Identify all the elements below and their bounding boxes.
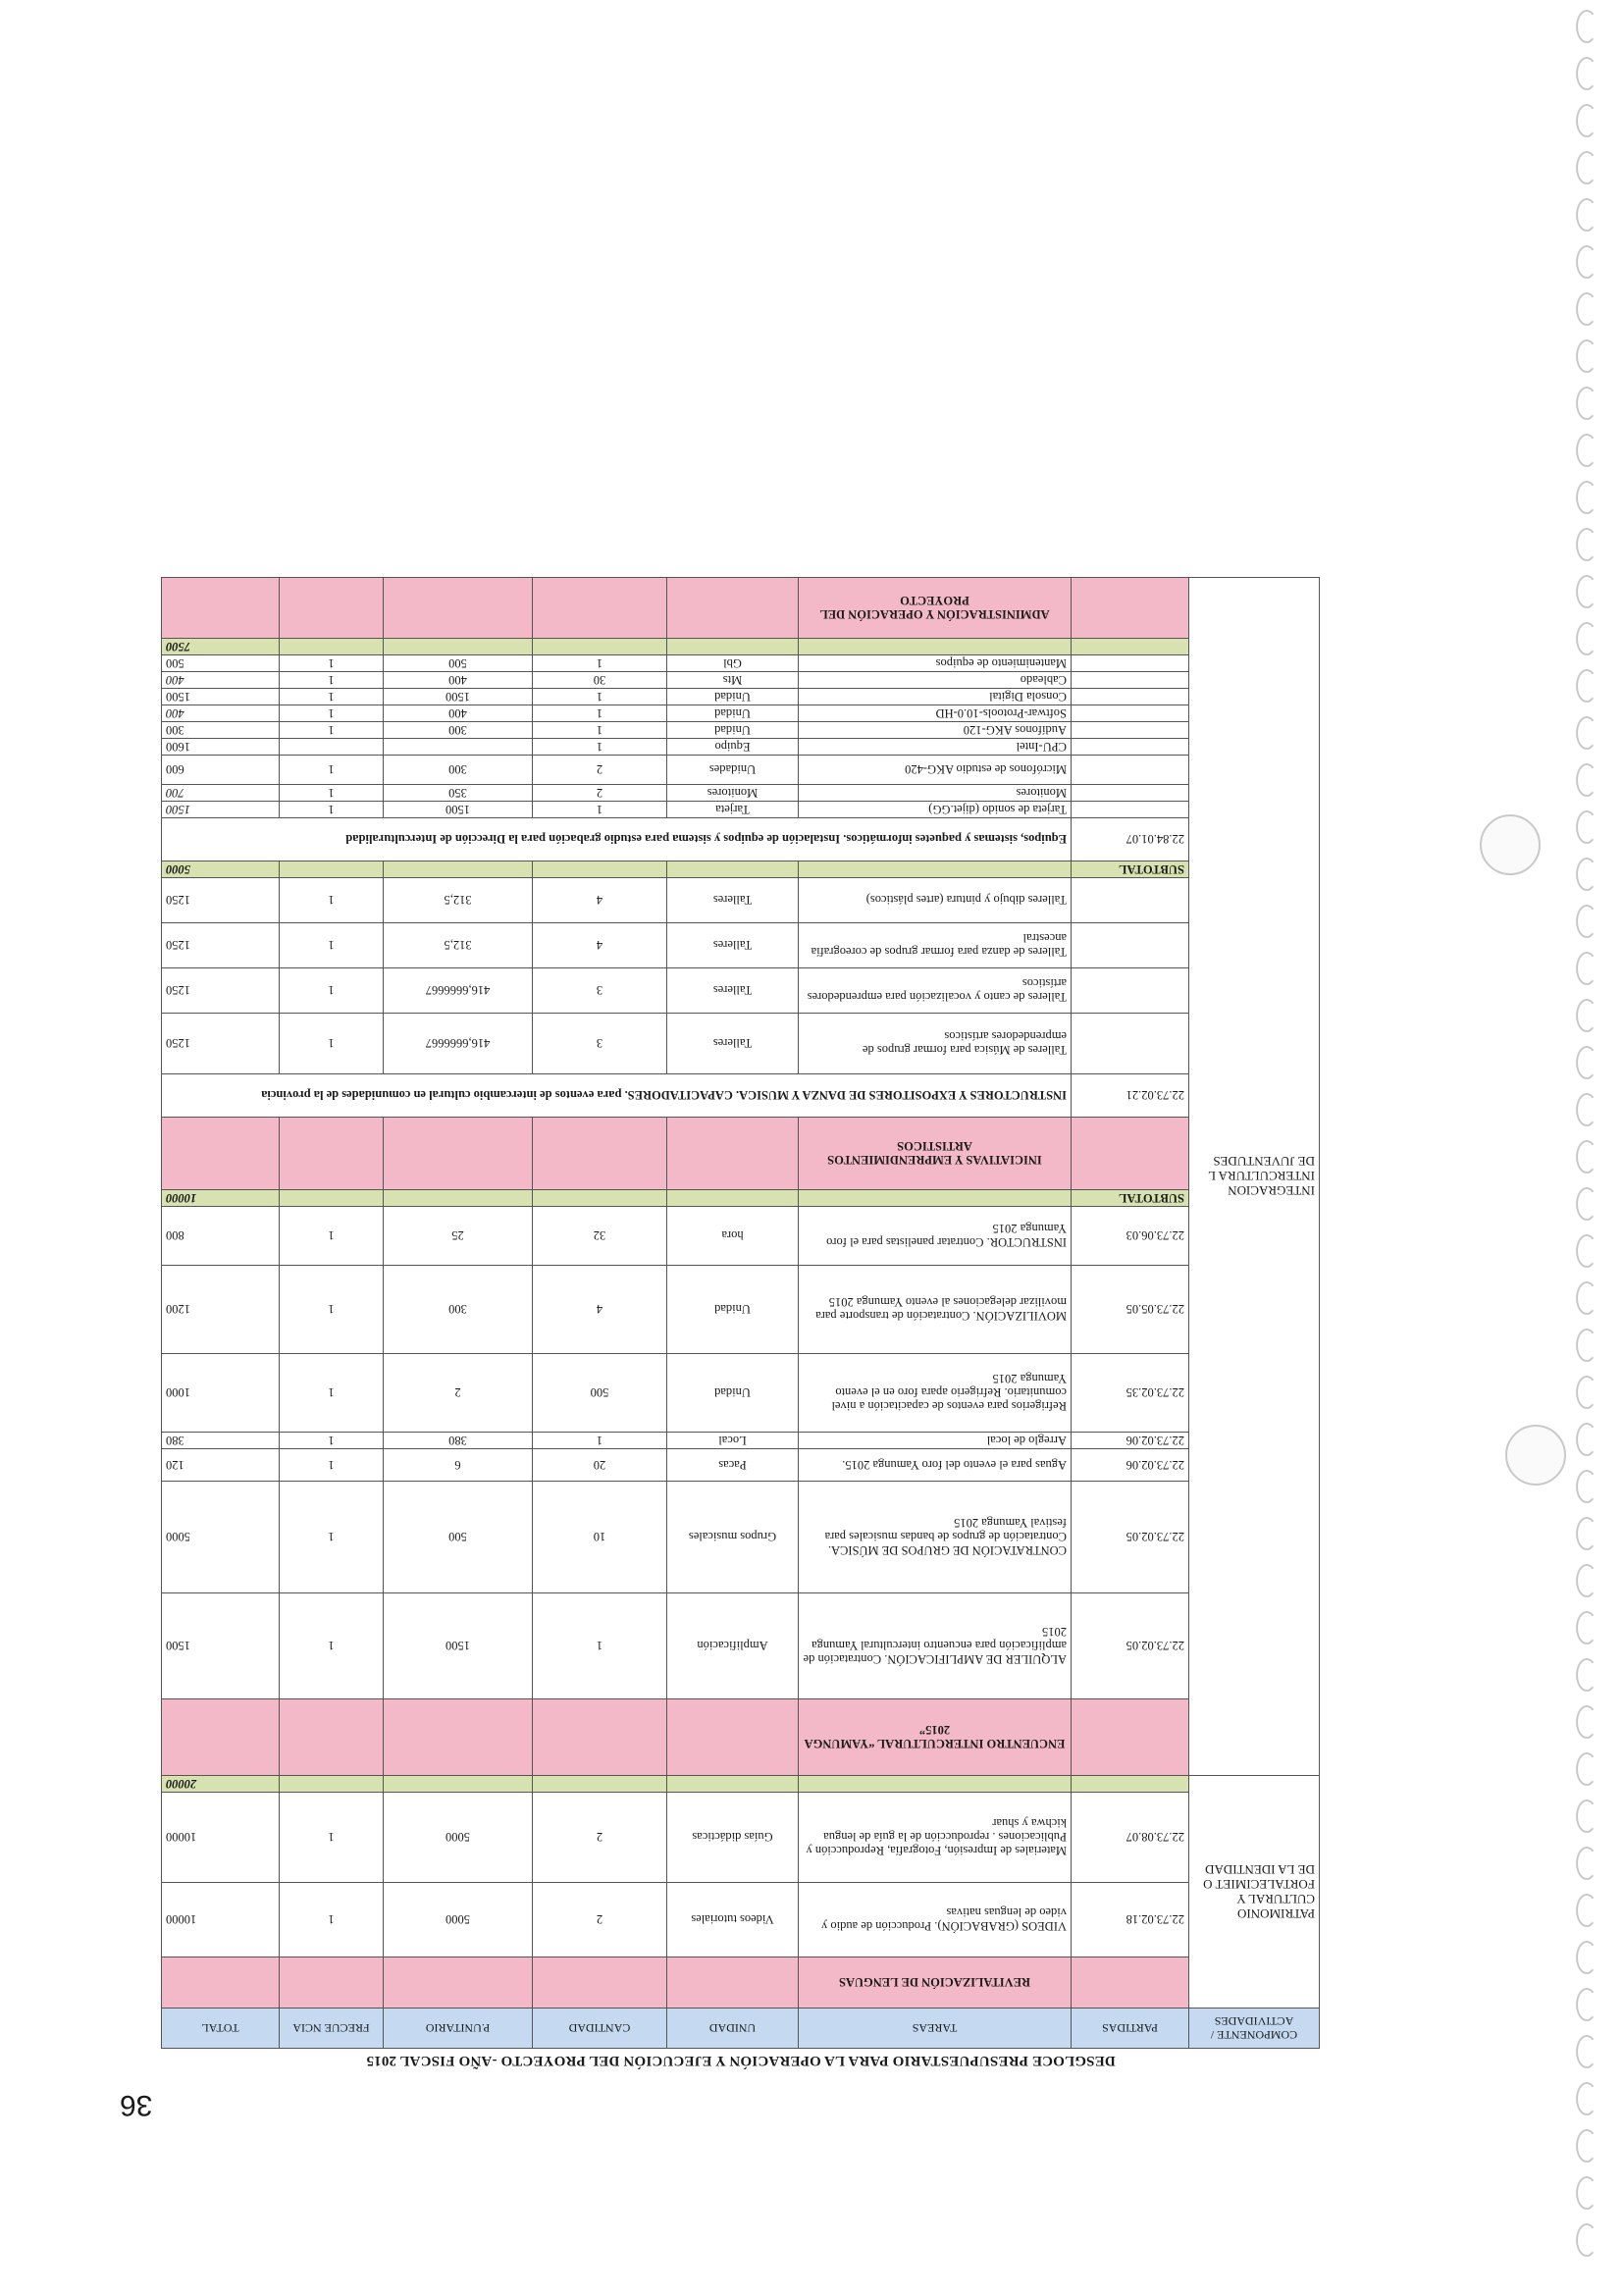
- subtotal-value: 10000: [162, 1190, 280, 1207]
- table-row: 22.73.02.05 CONTRATACIÓN DE GRUPOS DE MÚSICA. Contratación de grupos de bandas musicales para festival Yamunga 2015 Grupos musicales 10 500 1 5000: [162, 1482, 1320, 1593]
- table-row: Micrófonos de estudio AKG-420 Unidades 2 300 1 600: [162, 756, 1320, 785]
- table-row: 22.73.02.35 Refrigerios para eventos de capacitación a nivel comunitario. Refrigerio apara foro en el evento Yamunga 2015 Unidad 500 2 1 1000: [162, 1354, 1320, 1433]
- table-row: 22.73.02.05 ALQUILER DE AMPLIFICACIÓN. Contratación de amplificación para encuentro intercultural Yamunga 2015 Amplificación 1 1500 1 1500: [162, 1593, 1320, 1699]
- section-row: [162, 1957, 1320, 2009]
- component-patrimonio: PATRIMONIO CULTURAL Y FORTALECIMIET O DE LA IDENTIDAD: [1189, 1776, 1320, 2009]
- subtotal-label: SUBTOTAL: [1072, 861, 1189, 878]
- subtotal-row: [162, 1190, 1320, 1207]
- header-total: TOTAL: [162, 2009, 280, 2049]
- section-row: [162, 1118, 1320, 1190]
- subtotal-value: 5000: [162, 861, 280, 878]
- table-row: 22.73.02.18 VIDEOS (GRABACIÓN). Producción de audio y video de lenguas nativas Videos tutoriales 2 5000 1 10000: [162, 1883, 1320, 1957]
- subtotal-row: [162, 1776, 1320, 1793]
- table-row: Talleres de Música para formar grupos de emprendedores artísticos Talleres 3 416,6666667 1 1250: [162, 1014, 1320, 1074]
- table-row: 22.84.01.07 Equipos, sistemas y paquetes informáticos. Instalación de equipos y sistema para estudio grabación para la Dirección de Interculturalidad: [162, 818, 1320, 861]
- section-title: INICIATIVAS Y EMPRENDIMIENTOS ARTISTICOS: [799, 1118, 1072, 1190]
- header-partidas: PARTIDAS: [1072, 2009, 1189, 2049]
- header-cantidad: CANTIDAD: [533, 2009, 667, 2049]
- table-row: Monitores Monitores 2 350 1 700: [162, 785, 1320, 802]
- binder-rings: [1570, 0, 1609, 2296]
- header-componente: COMPONENTE / ACTIVIDADES: [1189, 2009, 1320, 2049]
- table-row: 22.73.06.03 INSTRUCTOR. Contratar panelistas para el foro Yamunga 2015 hora 32 25 1 800: [162, 1207, 1320, 1266]
- table-row: 22.73.02.06 Aguas para el evento del foro Yamunga 2015. Pacas 20 6 1 120: [162, 1449, 1320, 1482]
- table-row: Talleres dibujo y pintura (artes plásticos) Talleres 4 312,5 1 1250: [162, 878, 1320, 923]
- subtotal-value: 20000: [162, 1776, 280, 1793]
- table-row: Mantenimiento de equipos Gbl 1 500 1 500: [162, 655, 1320, 672]
- header-punitario: P.UNITARIO: [384, 2009, 533, 2049]
- table-row: Tarjeta de sonido (dijet.GG) Tarjeta 1 1500 1 1500: [162, 802, 1320, 818]
- table-row: 22.73.08.07 Materiales de Impresión, Fotografía, Reproducción y Publicaciones . reproducción de la guía de lengua kichwa y shuar Guías didácticas 2 5000 1 10000: [162, 1793, 1320, 1883]
- budget-document: [162, 283, 1320, 2068]
- section-row: [162, 1699, 1320, 1776]
- punch-hole: [1505, 1425, 1566, 1486]
- subtotal-row: [162, 861, 1320, 878]
- header-tareas: TAREAS: [799, 2009, 1072, 2049]
- punch-hole: [1480, 814, 1541, 875]
- table-row: 22.73.02.06 Arreglo de local Local 1 380 1 380: [162, 1433, 1320, 1449]
- table-row: Talleres de canto y vocalización para emprendedores artísticos Talleres 3 416,6666667 1 1250: [162, 968, 1320, 1014]
- section-title: ADMINISTRACIÓN Y OPERACIÓN DEL PROYECTO: [799, 578, 1072, 639]
- table-header-row: [162, 2009, 1320, 2049]
- page-number: 36: [120, 2089, 153, 2121]
- table-row: 22.73.05.05 MOVILIZACIÓN. Contratación de transporte para movilizar delegaciones al evento Yamunga 2015 Unidad 4 300 1 1200: [162, 1266, 1320, 1354]
- document-title: DESGLOCE PRESUPUESTARIO PARA LA OPERACIÓN Y EJECUCIÓN DEL PROYECTO -AÑO FISCAL 2015: [366, 2053, 1116, 2068]
- header-unidad: UNIDAD: [667, 2009, 799, 2049]
- budget-table: [161, 577, 1320, 2049]
- component-integracion: INTEGRACION INTERCULTURA L DE JUVENTUDES: [1189, 578, 1320, 1776]
- subtotal-row: [162, 639, 1320, 655]
- table-row: Consola Digital Unidad 1 1500 1 1500: [162, 689, 1320, 705]
- subtotal-value: 7500: [162, 639, 280, 655]
- section-title: ENCUENTRO INTERCULTURAL “YAMUNGA 2015”: [799, 1699, 1072, 1776]
- table-row: Cableado Mts 30 400 1 400: [162, 672, 1320, 689]
- table-row: Audífonos AKG-120 Unidad 1 300 1 300: [162, 722, 1320, 739]
- header-frecuencia: FRECUE NCIA: [280, 2009, 384, 2049]
- table-row: Softwar-Protools-10.0-HD Unidad 1 400 1 400: [162, 705, 1320, 722]
- table-row: Talleres de danza para formar grupos de coreografía ancestral Talleres 4 312,5 1 1250: [162, 923, 1320, 968]
- section-title: REVITALIZACIÓN DE LENGUAS: [799, 1957, 1072, 2009]
- table-row: 22.73.02.21 INSTRUCTORES Y EXPOSITORES DE DANZA Y MUSICA. CAPACITADORES. para eventos de intercambio cultural en comunidades de la provincia: [162, 1074, 1320, 1118]
- section-row: [162, 578, 1320, 639]
- subtotal-label: SUBTOTAL: [1072, 1190, 1189, 1207]
- table-row: CPU-Intel Equipo 1 1600: [162, 739, 1320, 756]
